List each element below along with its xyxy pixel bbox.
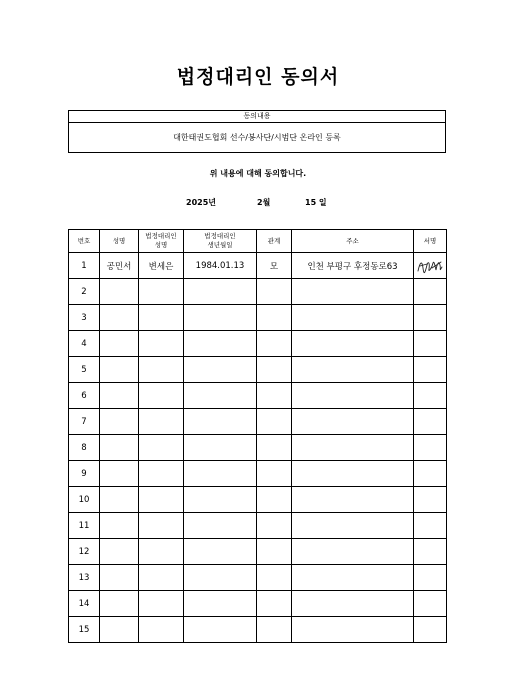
cell-address bbox=[292, 305, 414, 331]
cell-guardian-birth bbox=[184, 435, 257, 461]
header-address: 주소 bbox=[292, 230, 414, 253]
cell-guardian-name bbox=[139, 357, 184, 383]
row-number: 7 bbox=[69, 409, 100, 435]
cell-guardian-name bbox=[139, 617, 184, 643]
cell-name bbox=[100, 305, 139, 331]
cell-signature bbox=[414, 591, 447, 617]
cell-relation: 모 bbox=[257, 253, 292, 279]
row-number: 3 bbox=[69, 305, 100, 331]
cell-guardian-birth bbox=[184, 539, 257, 565]
header-signature: 서명 bbox=[414, 230, 447, 253]
cell-address bbox=[292, 331, 414, 357]
cell-guardian-birth bbox=[184, 461, 257, 487]
table-row bbox=[69, 383, 447, 409]
cell-guardian-name bbox=[139, 409, 184, 435]
cell-guardian-birth: 1984.01.13 bbox=[184, 253, 257, 279]
cell-signature bbox=[414, 305, 447, 331]
cell-relation bbox=[257, 279, 292, 305]
cell-address bbox=[292, 565, 414, 591]
cell-relation bbox=[257, 435, 292, 461]
cell-guardian-name bbox=[139, 513, 184, 539]
table-row bbox=[69, 253, 447, 279]
cell-signature bbox=[414, 513, 447, 539]
cell-address bbox=[292, 435, 414, 461]
table-row bbox=[69, 539, 447, 565]
cell-guardian-name bbox=[139, 279, 184, 305]
cell-signature bbox=[414, 331, 447, 357]
row-number: 1 bbox=[69, 253, 100, 279]
cell-name bbox=[100, 565, 139, 591]
cell-relation bbox=[257, 357, 292, 383]
table-row bbox=[69, 513, 447, 539]
table-row bbox=[69, 487, 447, 513]
cell-address bbox=[292, 513, 414, 539]
cell-name bbox=[100, 617, 139, 643]
cell-name: 공민서 bbox=[100, 253, 139, 279]
cell-name bbox=[100, 513, 139, 539]
cell-guardian-birth bbox=[184, 305, 257, 331]
cell-guardian-birth bbox=[184, 591, 257, 617]
cell-guardian-name bbox=[139, 539, 184, 565]
cell-relation bbox=[257, 617, 292, 643]
row-number: 4 bbox=[69, 331, 100, 357]
cell-address: 인천 부평구 후정동로63 bbox=[292, 253, 414, 279]
cell-signature bbox=[414, 357, 447, 383]
table-row bbox=[69, 279, 447, 305]
cell-signature bbox=[414, 617, 447, 643]
cell-name bbox=[100, 357, 139, 383]
cell-guardian-birth bbox=[184, 383, 257, 409]
row-number: 8 bbox=[69, 435, 100, 461]
cell-signature bbox=[414, 409, 447, 435]
date-year: 2025년 bbox=[186, 198, 216, 207]
table-row bbox=[69, 591, 447, 617]
cell-name bbox=[100, 487, 139, 513]
cell-guardian-birth bbox=[184, 357, 257, 383]
table-header-row bbox=[69, 230, 447, 253]
consent-statement: 위 내용에 대해 동의합니다. bbox=[209, 169, 307, 178]
row-number: 15 bbox=[69, 617, 100, 643]
consent-header: 동의내용 bbox=[69, 111, 445, 123]
row-number: 5 bbox=[69, 357, 100, 383]
row-number: 10 bbox=[69, 487, 100, 513]
row-number: 13 bbox=[69, 565, 100, 591]
cell-guardian-birth bbox=[184, 409, 257, 435]
table-row bbox=[69, 565, 447, 591]
cell-name bbox=[100, 591, 139, 617]
header-guardian-name: 법정대리인 성명 bbox=[139, 230, 184, 253]
date-day: 15 일 bbox=[305, 198, 327, 207]
cell-relation bbox=[257, 513, 292, 539]
cell-guardian-name bbox=[139, 461, 184, 487]
header-relation: 관계 bbox=[257, 230, 292, 253]
cell-address bbox=[292, 539, 414, 565]
table-row bbox=[69, 357, 447, 383]
row-number: 11 bbox=[69, 513, 100, 539]
cell-relation bbox=[257, 331, 292, 357]
cell-guardian-birth bbox=[184, 513, 257, 539]
cell-guardian-name bbox=[139, 435, 184, 461]
table-row bbox=[69, 409, 447, 435]
row-number: 14 bbox=[69, 591, 100, 617]
table-row bbox=[69, 617, 447, 643]
cell-address bbox=[292, 279, 414, 305]
guardian-table bbox=[68, 229, 447, 643]
cell-guardian-name bbox=[139, 383, 184, 409]
table-row bbox=[69, 305, 447, 331]
cell-address bbox=[292, 383, 414, 409]
cell-name bbox=[100, 409, 139, 435]
cell-guardian-name bbox=[139, 487, 184, 513]
cell-relation bbox=[257, 565, 292, 591]
consent-box bbox=[68, 110, 446, 153]
cell-address bbox=[292, 617, 414, 643]
cell-guardian-birth bbox=[184, 565, 257, 591]
header-no: 번호 bbox=[69, 230, 100, 253]
cell-guardian-birth bbox=[184, 279, 257, 305]
table-row bbox=[69, 461, 447, 487]
row-number: 12 bbox=[69, 539, 100, 565]
cell-signature bbox=[414, 461, 447, 487]
cell-signature bbox=[414, 253, 447, 279]
date-month: 2월 bbox=[257, 198, 271, 207]
cell-address bbox=[292, 409, 414, 435]
cell-guardian-birth bbox=[184, 331, 257, 357]
consent-body: 대한태권도협회 선수/봉사단/시범단 온라인 등록 bbox=[173, 133, 341, 142]
cell-address bbox=[292, 487, 414, 513]
cell-address bbox=[292, 461, 414, 487]
cell-address bbox=[292, 357, 414, 383]
row-number: 9 bbox=[69, 461, 100, 487]
cell-relation bbox=[257, 409, 292, 435]
cell-relation bbox=[257, 591, 292, 617]
row-number: 2 bbox=[69, 279, 100, 305]
cell-signature bbox=[414, 539, 447, 565]
table-row bbox=[69, 331, 447, 357]
header-name: 성명 bbox=[100, 230, 139, 253]
cell-name bbox=[100, 279, 139, 305]
cell-guardian-name bbox=[139, 331, 184, 357]
cell-relation bbox=[257, 539, 292, 565]
cell-relation bbox=[257, 305, 292, 331]
handwritten-signature-icon bbox=[415, 256, 445, 276]
row-number: 6 bbox=[69, 383, 100, 409]
cell-name bbox=[100, 331, 139, 357]
cell-signature bbox=[414, 435, 447, 461]
cell-name bbox=[100, 383, 139, 409]
cell-name bbox=[100, 461, 139, 487]
cell-signature bbox=[414, 565, 447, 591]
cell-guardian-name: 변세은 bbox=[139, 253, 184, 279]
cell-guardian-name bbox=[139, 305, 184, 331]
table-row bbox=[69, 435, 447, 461]
cell-guardian-birth bbox=[184, 487, 257, 513]
cell-guardian-birth bbox=[184, 617, 257, 643]
cell-guardian-name bbox=[139, 565, 184, 591]
cell-signature bbox=[414, 279, 447, 305]
cell-relation bbox=[257, 487, 292, 513]
cell-relation bbox=[257, 383, 292, 409]
page-title: 법정대리인 동의서 bbox=[176, 66, 340, 88]
cell-signature bbox=[414, 383, 447, 409]
cell-signature bbox=[414, 487, 447, 513]
header-guardian-birth: 법정대리인 생년월일 bbox=[184, 230, 257, 253]
cell-name bbox=[100, 539, 139, 565]
cell-guardian-name bbox=[139, 591, 184, 617]
cell-name bbox=[100, 435, 139, 461]
cell-relation bbox=[257, 461, 292, 487]
cell-address bbox=[292, 591, 414, 617]
